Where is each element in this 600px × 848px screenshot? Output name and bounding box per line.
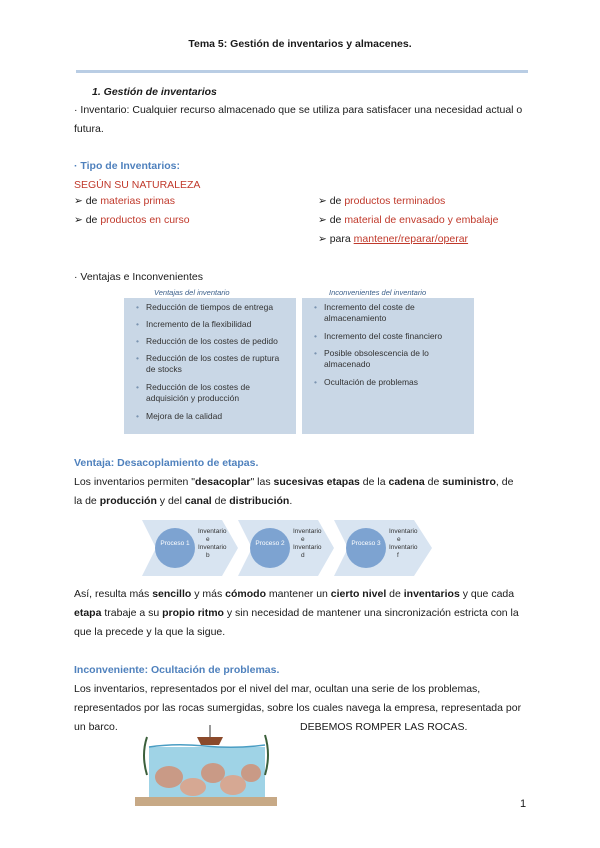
cons-item: • Ocultación de problemas (324, 377, 469, 388)
pros-cons-heading: · Ventajas e Inconvenientes (74, 271, 204, 283)
rocks-illustration (135, 715, 277, 806)
type-item-right-1: ➢ de material de envasado y embalaje (318, 214, 499, 226)
process-circle-3: Proceso 3 (346, 528, 386, 568)
types-subheading: SEGÚN SU NATURALEZA (74, 179, 201, 191)
rock (201, 763, 225, 783)
pros-item: • Reducción de tiempos de entrega (146, 302, 291, 313)
page-title: Tema 5: Gestión de inventarios y almacenes. (188, 38, 412, 50)
inconveniente-heading: Inconveniente: Ocultación de problemas. (74, 664, 280, 676)
type-item-left-1: ➢ de productos en curso (74, 214, 190, 226)
ventaja-line-2: la de producción y del canal de distribución. (74, 495, 293, 507)
callout-text: DEBEMOS ROMPER LAS ROCAS. (300, 721, 468, 733)
asi-line-3: que la precede y la que la sigue. (74, 626, 226, 638)
types-heading: · Tipo de Inventarios: (74, 160, 180, 172)
inconveniente-line-2: representados por las rocas sumergidas, sobre los cuales navega la empresa, representada por (74, 702, 522, 714)
process-circle-1: Proceso 1 (155, 528, 195, 568)
rock (180, 778, 206, 796)
process-circle-2: Proceso 2 (250, 528, 290, 568)
cons-item: • Incremento del coste de almacenamiento (324, 302, 469, 324)
asi-line-2: etapa trabaje a su propio ritmo y sin necesidad de mantener una sincronización estricta con la (74, 607, 519, 619)
section-heading-gestion: 1. Gestión de inventarios (92, 86, 217, 98)
rock (241, 764, 261, 782)
pros-panel (124, 298, 296, 434)
pros-item: • Mejora de la calidad (146, 411, 291, 422)
pros-title: Ventajas del inventario (154, 288, 230, 297)
asi-line-1: Así, resulta más sencillo y más cómodo mantener un cierto nivel de inventarios y que cada (74, 588, 515, 600)
ventaja-line-1: Los inventarios permiten "desacoplar" las sucesivas etapas de la cadena de suministro, de (74, 476, 514, 488)
pros-item: • Incremento de la flexibilidad (146, 319, 291, 330)
cons-panel (302, 298, 474, 434)
cons-title: Inconvenientes del inventario (329, 288, 427, 297)
page-number: 1 (520, 798, 527, 810)
inconveniente-line-3: un barco. (74, 721, 118, 733)
process-bullets-2: Inventario e Inventario d (293, 528, 322, 559)
definition-line-2: futura. (74, 123, 104, 135)
process-bullets-3: Inventario e Inventario f (389, 528, 418, 559)
pros-item: • Reducción de los costes de pedido (146, 336, 291, 347)
pros-cons-table (124, 288, 474, 434)
process-bullets-1: Inventario e Inventario b (198, 528, 227, 559)
type-item-right-0: ➢ de productos terminados (318, 195, 446, 207)
rock (155, 766, 183, 788)
seabed (135, 797, 277, 806)
definition-line-1: · Inventario: Cualquier recurso almacenado que se utiliza para satisfacer una necesidad actual o (74, 104, 523, 116)
boat-icon (197, 737, 223, 745)
type-item-right-2: ➢ para mantener/reparar/operar (318, 233, 469, 245)
cons-item: • Incremento del coste financiero (324, 331, 469, 342)
ventaja-heading: Ventaja: Desacoplamiento de etapas. (74, 457, 259, 469)
rock (220, 775, 246, 795)
pros-item: • Reducción de los costes de adquisición y producción (146, 382, 291, 404)
pros-item: • Reducción de los costes de ruptura de stocks (146, 353, 291, 375)
inconveniente-line-1: Los inventarios, representados por el nivel del mar, ocultan una serie de los problemas, (74, 683, 481, 695)
cons-item: • Posible obsolescencia de lo almacenado (324, 348, 469, 370)
type-item-left-0: ➢ de materias primas (74, 195, 175, 207)
title-divider (76, 70, 528, 73)
